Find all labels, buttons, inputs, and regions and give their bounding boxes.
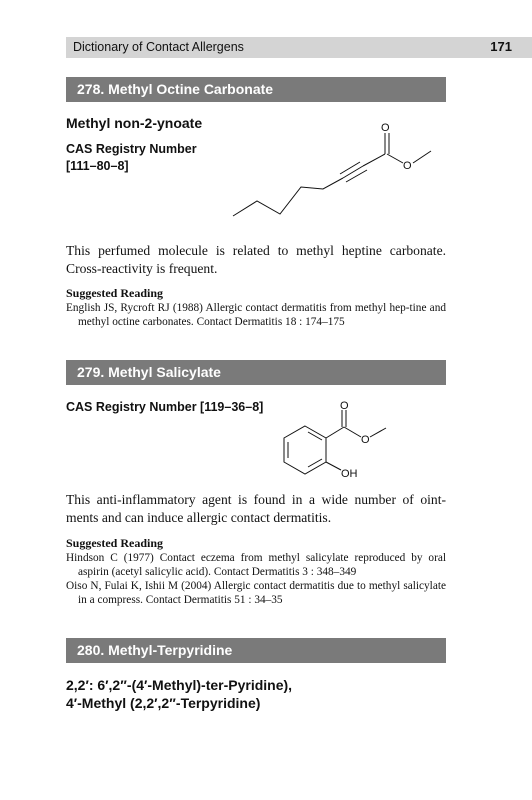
entry-heading: 278. Methyl Octine Carbonate	[77, 81, 274, 97]
entry-description	[66, 491, 446, 527]
entry-heading: 279. Methyl Salicylate	[77, 364, 221, 380]
hydroxyl-label: OH	[341, 468, 358, 480]
synonym-name: Methyl non-2-ynoate	[66, 115, 203, 131]
description-line: ments and can induce allergic contact dermatitis.	[66, 510, 332, 525]
description-line: This anti-inflammatory agent is found in a wide number of oint-	[66, 492, 446, 507]
page-number: 171	[490, 39, 512, 54]
ester-oxygen-label: O	[361, 434, 370, 446]
entry-heading: 280. Methyl-Terpyridine	[77, 642, 233, 658]
reference-item: Hindson C (1977) Contact eczema from methyl salicylate reproduced by oral aspirin (acetyl salicylic acid). Contact Dermatitis 3 : 348–349	[66, 552, 446, 578]
carbonyl-oxygen-label: O	[381, 122, 390, 134]
reference-item: English JS, Rycroft RJ (1988) Allergic contact dermatitis from methyl hep-tine and methyl octine carbonates. Contact Dermatitis 18 : 174–175	[66, 302, 446, 328]
description-line: This perfumed molecule is related to methyl heptine carbonate.	[66, 243, 446, 258]
cas-label: CAS Registry Number	[66, 142, 197, 156]
ester-oxygen-label: O	[403, 160, 412, 172]
book-title: Dictionary of Contact Allergens	[73, 40, 244, 54]
cas-line: CAS Registry Number [119–36–8]	[66, 400, 264, 414]
compound-name-line: 4′-Methyl (2,2′,2′′-Terpyridine)	[66, 695, 261, 711]
reference-item: Oiso N, Fulai K, Ishii M (2004) Allergic contact dermatitis due to methyl salicylate in a compress. Contact Dermatitis 51 : 34–35	[66, 580, 446, 606]
suggested-reading-label: Suggested Reading	[66, 286, 164, 300]
description-line: Cross-reactivity is frequent.	[66, 261, 218, 276]
compound-name-line: 2,2′: 6′,2′′-(4′-Methyl)-ter-Pyridine),	[66, 677, 293, 693]
entry-heading-bar	[66, 638, 446, 663]
cas-number: [111–80–8]	[66, 159, 129, 173]
carbonyl-oxygen-label: O	[340, 400, 349, 412]
suggested-reading-label: Suggested Reading	[66, 536, 164, 550]
